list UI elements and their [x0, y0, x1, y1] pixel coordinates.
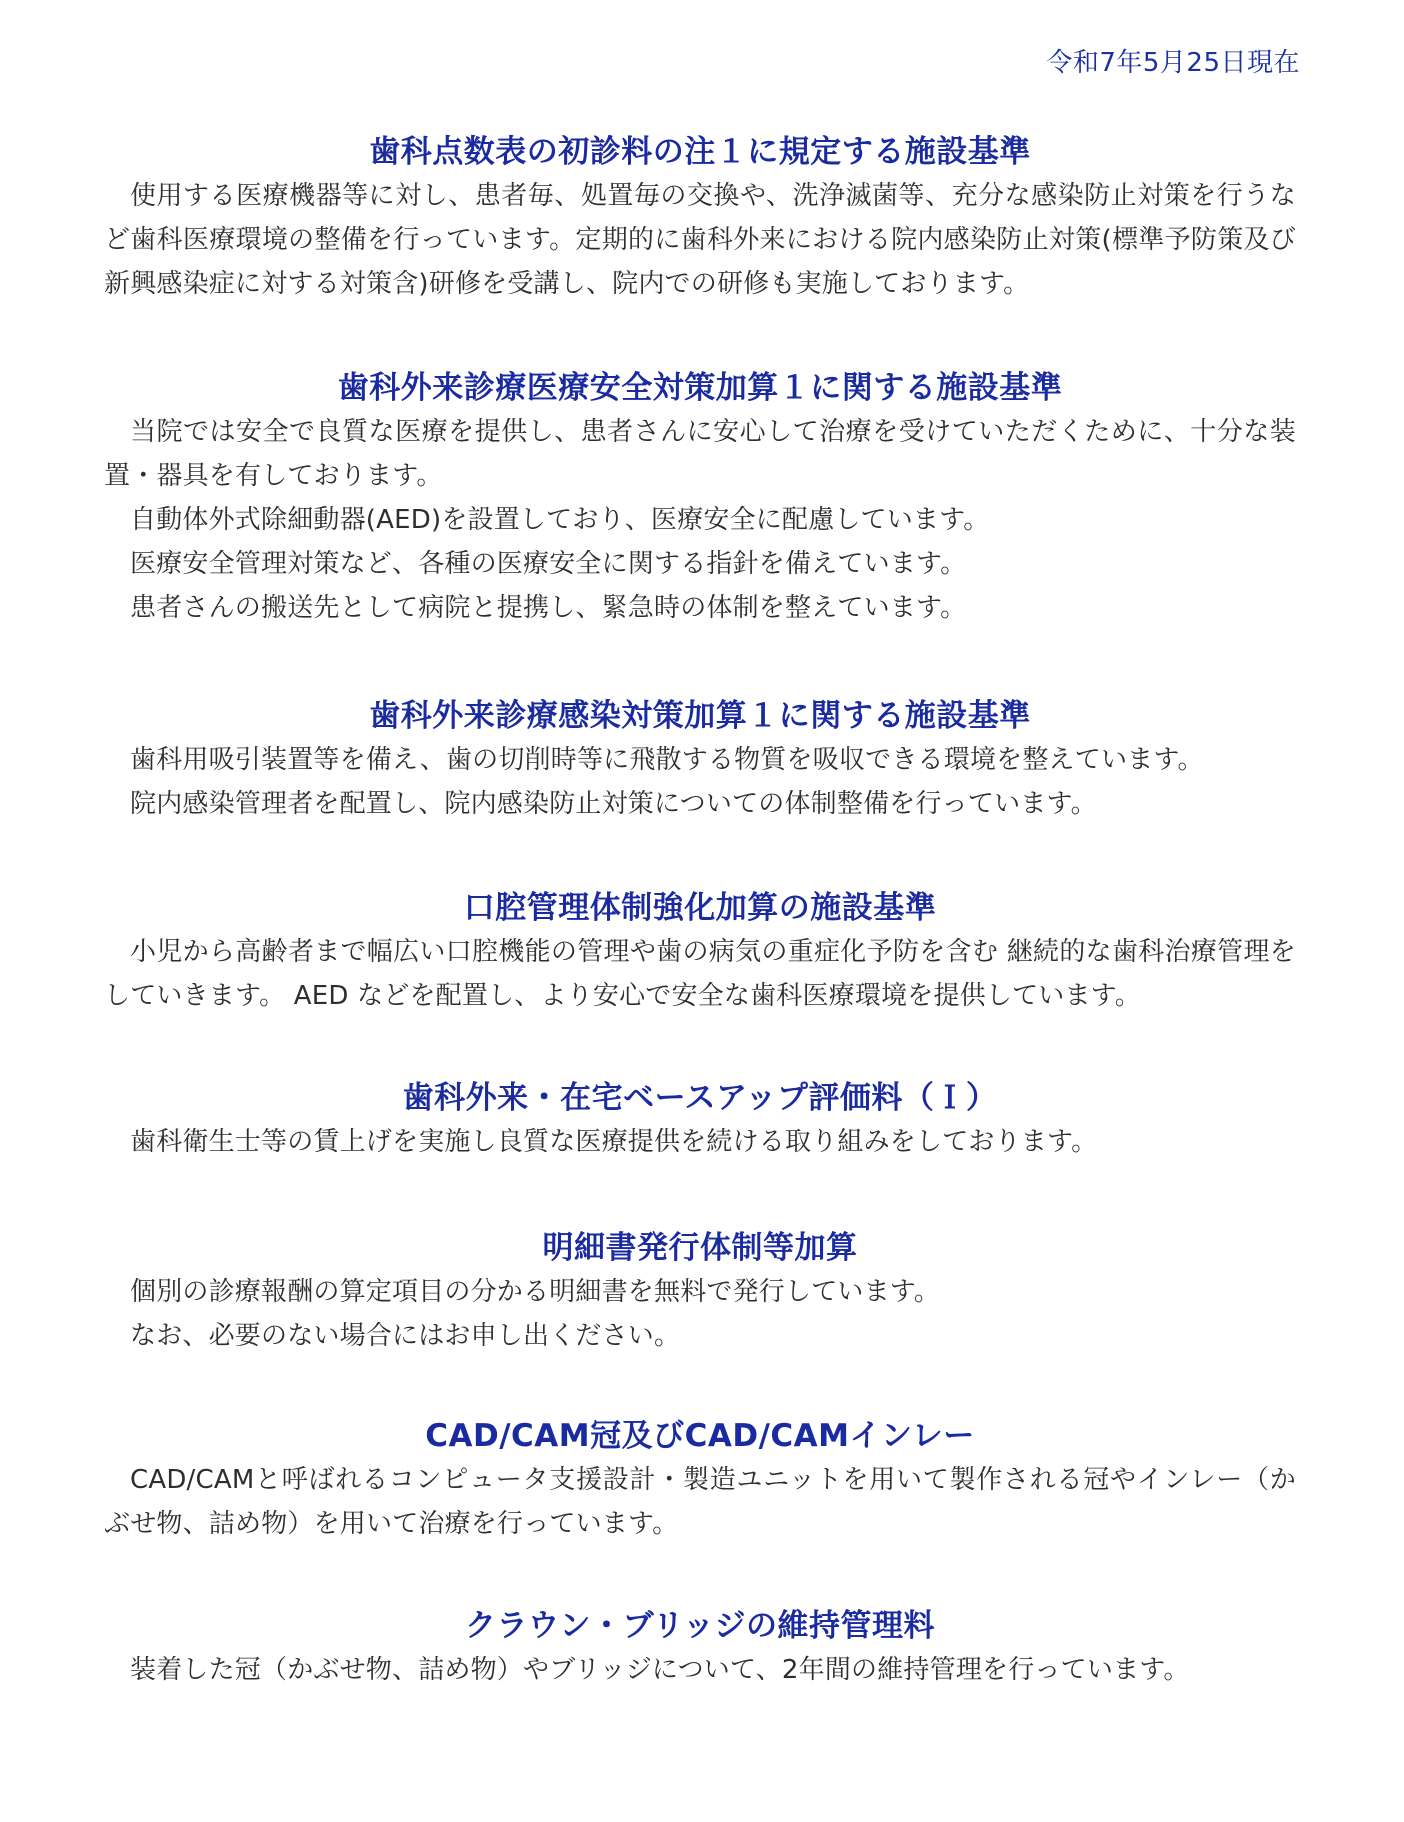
- section-base-up: [104, 1076, 1296, 1164]
- section-heading: 口腔管理体制強化加算の施設基準: [463, 890, 937, 926]
- section-paragraph: 歯科用吸引装置等を備え、歯の切削時等に飛散する物質を吸収できる環境を整えています。: [130, 745, 1204, 775]
- section-paragraph: 当院では安全で良質な医療を提供し、患者さんに安心して治療を受けていただくために、十分な装置・器具を有しております。: [104, 417, 1296, 491]
- section-paragraph: 医療安全管理対策など、各種の医療安全に関する指針を備えています。: [130, 549, 967, 579]
- section-paragraph: 個別の診療報酬の算定項目の分かる明細書を無料で発行しています。: [130, 1277, 941, 1307]
- section-paragraph: 自動体外式除細動器(AED)を設置しており、医療安全に配慮しています。: [130, 505, 990, 535]
- section-paragraph: 歯科衛生士等の賃上げを実施し良質な医療提供を続ける取り組みをしております。: [130, 1127, 1098, 1157]
- section-heading: クラウン・ブリッジの維持管理料: [464, 1608, 936, 1644]
- section-oral-management: [104, 886, 1296, 1018]
- section-cad-cam: [104, 1414, 1296, 1546]
- section-paragraph: 院内感染管理者を配置し、院内感染防止対策についての体制整備を行っています。: [130, 789, 1097, 819]
- section-medical-safety: [104, 366, 1296, 630]
- section-heading: 明細書発行体制等加算: [542, 1230, 858, 1266]
- section-heading: 歯科点数表の初診料の注１に規定する施設基準: [369, 134, 1031, 170]
- section-paragraph: 小児から高齢者まで幅広い口腔機能の管理や歯の病気の重症化予防を含む 継続的な歯科治療管理をしていきます。 AED などを配置し、より安心で安全な歯科医療環境を提供しています。: [104, 937, 1296, 1011]
- section-heading: 歯科外来・在宅ベースアップ評価料（Ｉ）: [402, 1080, 998, 1116]
- section-heading: 歯科外来診療医療安全対策加算１に関する施設基準: [337, 370, 1063, 406]
- section-paragraph: なお、必要のない場合にはお申し出ください。: [130, 1321, 681, 1351]
- section-heading: 歯科外来診療感染対策加算１に関する施設基準: [369, 698, 1031, 734]
- section-infection-control: [104, 694, 1296, 826]
- section-initial-consultation: [104, 130, 1296, 306]
- section-crown-bridge: [104, 1604, 1296, 1692]
- section-paragraph: CAD/CAMと呼ばれるコンピュータ支援設計・製造ユニットを用いて製作される冠やインレー（かぶせ物、詰め物）を用いて治療を行っています。: [104, 1465, 1296, 1539]
- section-paragraph: 患者さんの搬送先として病院と提携し、緊急時の体制を整えています。: [130, 593, 967, 623]
- section-heading: CAD/CAM冠及びCAD/CAMインレー: [425, 1418, 975, 1454]
- section-paragraph: 装着した冠（かぶせ物、詰め物）やブリッジについて、2年間の維持管理を行っています。: [130, 1655, 1190, 1685]
- effective-date: 令和7年5月25日現在: [1046, 48, 1300, 78]
- section-itemized-receipt: [104, 1226, 1296, 1358]
- section-paragraph: 使用する医療機器等に対し、患者毎、処置毎の交換や、洗浄滅菌等、充分な感染防止対策を行うなど歯科医療環境の整備を行っています。定期的に歯科外来における院内感染防止対策(標準予防策及び新興感染症に対する対策含)研修を受講し、院内での研修も実施しております。: [104, 181, 1296, 299]
